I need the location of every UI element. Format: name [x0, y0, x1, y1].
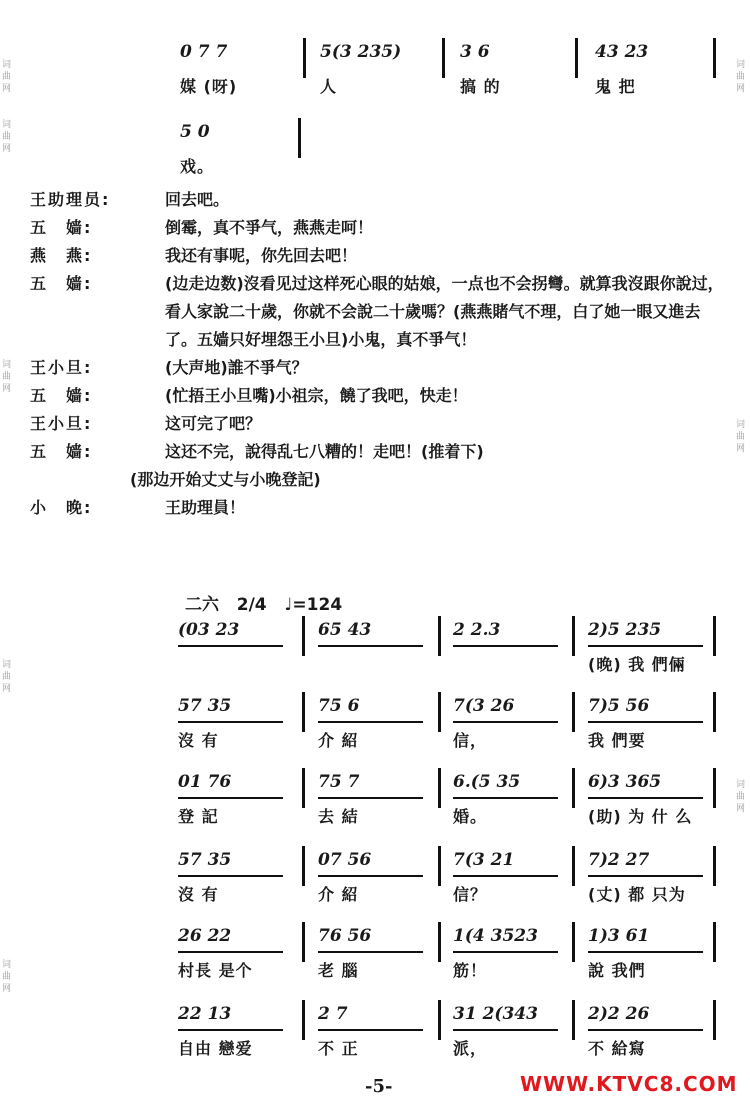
notation: 7)2 27	[588, 850, 650, 870]
line-text: (边走边数)沒看见过这样死心眼的姑娘，一点也不会拐彎。就算我沒跟你說过，看人家說二十歲，你就不会說二十歲嗎？(燕燕賭气不理，白了她一眼又進去了。五嫱只好埋怨王小旦)小鬼，真不爭气！	[165, 274, 724, 349]
measure	[178, 1004, 303, 1064]
margin-char: 曲	[736, 432, 746, 442]
measure	[595, 42, 705, 102]
meter-label: 2/4	[236, 595, 267, 615]
score-system	[170, 850, 725, 910]
speaker: 王小旦:	[30, 358, 93, 377]
notation: 7)5 56	[588, 696, 650, 716]
beam-underline	[318, 797, 423, 799]
barline	[302, 692, 305, 732]
beam-underline	[178, 645, 283, 647]
score-system	[170, 772, 725, 832]
line-text: 我还有事呢，你先回去吧！	[165, 246, 358, 265]
dialog-line	[30, 270, 730, 354]
barline	[572, 922, 575, 962]
barline	[442, 38, 445, 78]
bpm-label: ♩=124	[284, 595, 343, 615]
barline	[438, 768, 441, 808]
notation: 5 0	[180, 122, 210, 142]
lyrics: (助) 为 什 么	[588, 807, 693, 826]
notation: 2 2.3	[453, 620, 501, 640]
beam-underline	[588, 645, 703, 647]
lyrics: 介 紹	[318, 731, 359, 750]
measure	[588, 696, 723, 756]
notation: 2 7	[318, 1004, 348, 1024]
notation: 6.(5 35	[453, 772, 521, 792]
score-system	[170, 926, 725, 986]
measure	[588, 926, 723, 986]
notation: 5(3 235)	[320, 42, 402, 62]
line-text: 这还不完，說得乱七八糟的！走吧！(推着下)	[165, 442, 484, 461]
lyrics: 搞 的	[460, 77, 501, 96]
notation: 01 76	[178, 772, 232, 792]
barline	[713, 616, 716, 656]
lyrics: 自由 戀爱	[178, 1039, 253, 1058]
measure	[588, 1004, 723, 1064]
line-text: (忙捂王小旦嘴)小祖宗，饒了我吧，快走！	[165, 386, 468, 405]
notation: 65 43	[318, 620, 372, 640]
barline	[302, 616, 305, 656]
margin-char: 曲	[736, 72, 746, 82]
beam-underline	[453, 721, 558, 723]
speaker: 王小旦:	[30, 414, 93, 433]
notation: 57 35	[178, 850, 232, 870]
measure	[180, 122, 290, 182]
measure	[318, 696, 443, 756]
dialog-line	[30, 410, 730, 438]
margin-char: 词	[736, 60, 746, 70]
measure	[318, 1004, 443, 1064]
stage-direction	[30, 466, 730, 494]
lyrics: 不 正	[318, 1039, 359, 1058]
margin-char: 词	[2, 660, 12, 670]
measure	[453, 696, 578, 756]
measure	[453, 926, 578, 986]
line-text: 回去吧。	[165, 190, 230, 209]
notation: 1(4 3523	[453, 926, 538, 946]
measure	[318, 926, 443, 986]
score-system	[170, 1004, 725, 1064]
lyrics: 老 腦	[318, 961, 359, 980]
notation: 2)2 26	[588, 1004, 650, 1024]
barline	[713, 692, 716, 732]
barline	[302, 1000, 305, 1040]
lyrics: 沒 有	[178, 885, 219, 904]
barline	[302, 922, 305, 962]
measure	[453, 772, 578, 832]
barline	[438, 616, 441, 656]
margin-char: 网	[2, 84, 12, 94]
notation: 43 23	[595, 42, 649, 62]
lyrics: 我 們要	[588, 731, 646, 750]
notation: 6)3 365	[588, 772, 662, 792]
barline	[302, 846, 305, 886]
margin-char: 曲	[2, 132, 12, 142]
measure	[588, 772, 723, 832]
notation: 75 6	[318, 696, 360, 716]
notation: 7(3 26	[453, 696, 515, 716]
lyrics: 戏。	[180, 157, 215, 176]
beam-underline	[318, 875, 423, 877]
notation: 26 22	[178, 926, 232, 946]
margin-char: 词	[2, 960, 12, 970]
barline	[302, 768, 305, 808]
notation: 75 7	[318, 772, 360, 792]
dialog-line	[30, 382, 730, 410]
speaker: 王助理员:	[30, 190, 111, 209]
lyrics: 人	[320, 77, 338, 96]
lyrics: 信？	[453, 885, 488, 904]
dialog-line	[30, 242, 730, 270]
measure	[178, 926, 303, 986]
score-system	[170, 620, 725, 680]
notation: 0 7 7	[180, 42, 228, 62]
beam-underline	[588, 951, 703, 953]
speaker: 五 嫱:	[30, 442, 93, 461]
lyrics: 筋！	[453, 961, 488, 980]
lyrics: 信，	[453, 731, 488, 750]
speaker: 五 嫱:	[30, 274, 93, 293]
lyrics: (晚) 我 們倆	[588, 655, 686, 674]
barline	[303, 38, 306, 78]
notation: 57 35	[178, 696, 232, 716]
notation: 76 56	[318, 926, 372, 946]
beam-underline	[453, 797, 558, 799]
barline	[572, 616, 575, 656]
mode-label: 二六	[185, 595, 219, 615]
beam-underline	[318, 951, 423, 953]
notation: 22 13	[178, 1004, 232, 1024]
lyrics: 不 給寫	[588, 1039, 646, 1058]
measure	[588, 620, 723, 680]
line-text: 倒霉，真不爭气，燕燕走呵！	[165, 218, 374, 237]
dialog-line	[30, 186, 730, 214]
notation: (03 23	[178, 620, 240, 640]
beam-underline	[178, 797, 283, 799]
beam-underline	[178, 721, 283, 723]
lyrics: 鬼 把	[595, 77, 636, 96]
line-text: 王助理員！	[165, 498, 246, 517]
measure	[453, 850, 578, 910]
notation: 31 2(343	[453, 1004, 538, 1024]
beam-underline	[588, 797, 703, 799]
score-system-top-1	[170, 42, 725, 102]
measure	[453, 620, 578, 680]
lyrics: 登 記	[178, 807, 219, 826]
beam-underline	[318, 645, 423, 647]
notation: 7(3 21	[453, 850, 515, 870]
lyrics: 婚。	[453, 807, 488, 826]
margin-char: 词	[736, 420, 746, 430]
speaker: 燕 燕:	[30, 246, 93, 265]
barline	[572, 846, 575, 886]
line-text: 这可完了吧？	[165, 414, 262, 433]
lyrics: 村長 是个	[178, 961, 253, 980]
margin-char: 网	[2, 984, 12, 994]
margin-char: 网	[736, 444, 746, 454]
margin-char: 曲	[736, 792, 746, 802]
dialog-line	[30, 354, 730, 382]
margin-char: 词	[2, 360, 12, 370]
barline	[438, 922, 441, 962]
margin-char: 词	[736, 780, 746, 790]
barline	[713, 768, 716, 808]
score-system	[170, 696, 725, 756]
barline	[713, 846, 716, 886]
score-system-top-2	[170, 122, 725, 182]
notation: 2)5 235	[588, 620, 662, 640]
barline	[298, 118, 301, 158]
speaker: 五 嫱:	[30, 218, 93, 237]
speaker: 小 晚:	[30, 498, 93, 517]
beam-underline	[588, 875, 703, 877]
barline	[713, 922, 716, 962]
lyrics: 介 紹	[318, 885, 359, 904]
dialog-line	[30, 214, 730, 242]
notation: 1)3 61	[588, 926, 650, 946]
margin-char: 网	[2, 144, 12, 154]
barline	[572, 1000, 575, 1040]
speaker: 五 嫱:	[30, 386, 93, 405]
measure	[178, 696, 303, 756]
measure	[178, 620, 303, 680]
margin-char: 网	[2, 684, 12, 694]
measure	[588, 850, 723, 910]
lyrics: 沒 有	[178, 731, 219, 750]
margin-char: 曲	[2, 72, 12, 82]
lyrics: 去 結	[318, 807, 359, 826]
margin-char: 词	[2, 120, 12, 130]
margin-char: 曲	[2, 372, 12, 382]
measure	[178, 850, 303, 910]
beam-underline	[453, 1029, 558, 1031]
margin-char: 网	[2, 384, 12, 394]
site-watermark: WWW.KTVC8.COM	[520, 1072, 738, 1096]
measure	[453, 1004, 578, 1064]
line-text: (大声地)誰不爭气？	[165, 358, 308, 377]
lyrics: 媒 (呀)	[180, 77, 238, 96]
margin-char: 词	[2, 60, 12, 70]
barline	[572, 692, 575, 732]
barline	[575, 38, 578, 78]
beam-underline	[453, 645, 558, 647]
notation: 3 6	[460, 42, 490, 62]
beam-underline	[178, 1029, 283, 1031]
beam-underline	[588, 721, 703, 723]
notation: 07 56	[318, 850, 372, 870]
margin-char: 网	[736, 804, 746, 814]
beam-underline	[318, 721, 423, 723]
page-number: -5-	[365, 1076, 393, 1097]
dialog-line	[30, 438, 730, 466]
lyrics: (丈) 都 只为	[588, 885, 686, 904]
barline	[572, 768, 575, 808]
measure	[318, 620, 443, 680]
measure	[318, 850, 443, 910]
barline	[713, 38, 716, 78]
measure	[178, 772, 303, 832]
lyrics: 派，	[453, 1039, 488, 1058]
margin-char: 曲	[2, 672, 12, 682]
barline	[713, 1000, 716, 1040]
barline	[438, 846, 441, 886]
beam-underline	[453, 875, 558, 877]
dialog-block	[30, 186, 730, 522]
dialog-line	[30, 494, 730, 522]
margin-char: 网	[736, 84, 746, 94]
measure	[180, 42, 300, 102]
measure	[320, 42, 435, 102]
beam-underline	[318, 1029, 423, 1031]
margin-char: 曲	[2, 972, 12, 982]
measure	[318, 772, 443, 832]
beam-underline	[178, 951, 283, 953]
barline	[438, 692, 441, 732]
beam-underline	[453, 951, 558, 953]
lyrics: 說 我們	[588, 961, 646, 980]
beam-underline	[178, 875, 283, 877]
line-text: (那边开始丈丈与小晚登記)	[130, 470, 321, 489]
beam-underline	[588, 1029, 703, 1031]
barline	[438, 1000, 441, 1040]
measure	[460, 42, 570, 102]
tempo-marking	[185, 590, 342, 615]
